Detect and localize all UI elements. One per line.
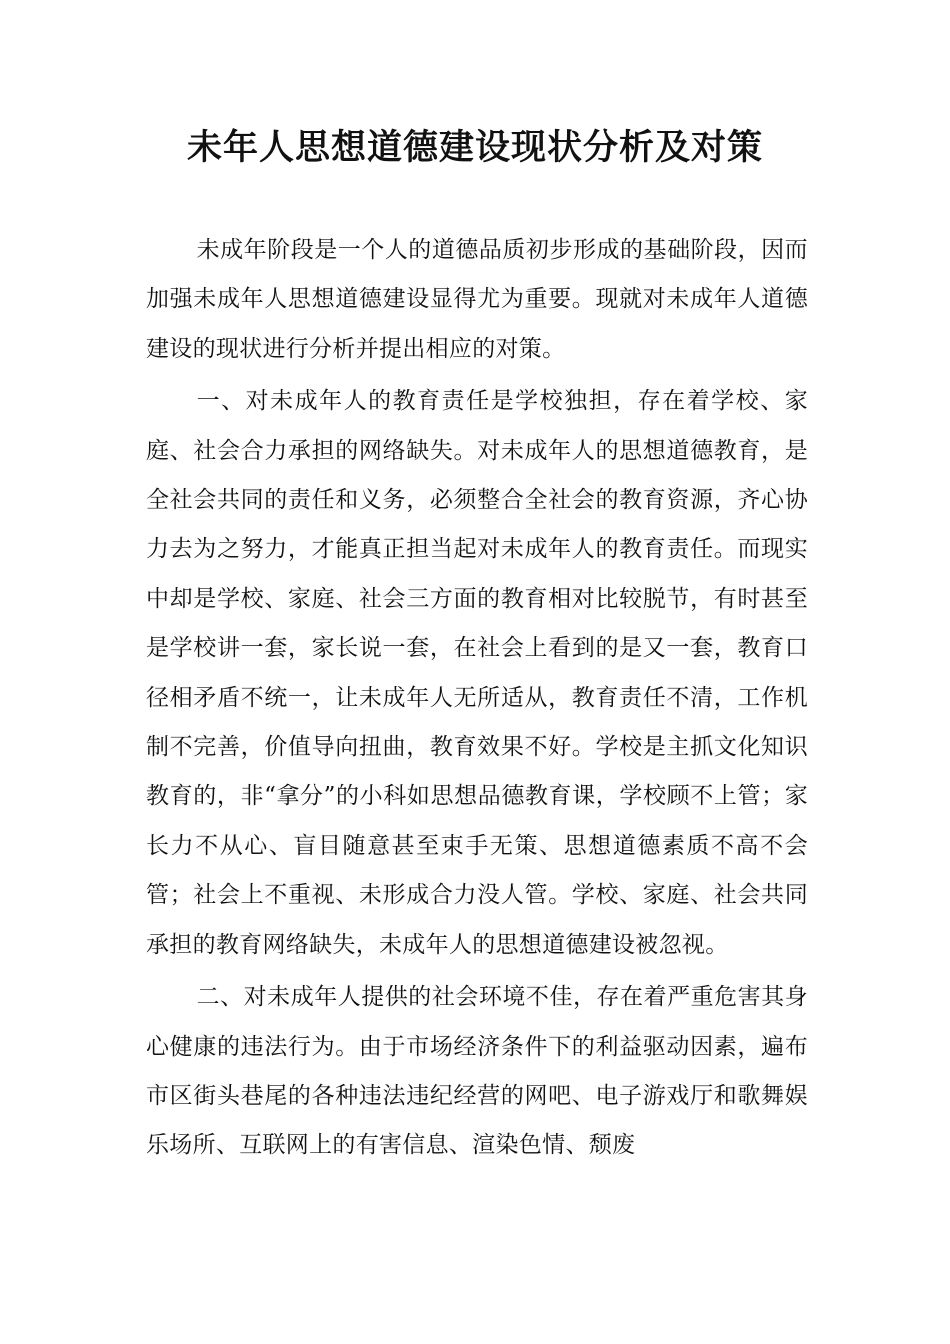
paragraph-section-2: 二、对未成年人提供的社会环境不佳，存在着严重危害其身心健康的违法行为。由于市场经济条件下的利益驱动因素，遍布市区街头巷尾的各种违法违纪经营的网吧、电子游戏厅和歌舞娱乐场所、互联网上的有害信息、渲染色情、颓废: [146, 984, 808, 1159]
paragraph-intro: 未成年阶段是一个人的道德品质初步形成的基础阶段，因而加强未成年人思想道德建设显得尤为重要。现就对未成年人道德建设的现状进行分析并提出相应的对策。: [146, 237, 808, 362]
document-title: 未年人思想道德建设现状分析及对策: [186, 127, 763, 168]
paragraph-section-1: 一、对未成年人的教育责任是学校独担，存在着学校、家庭、社会合力承担的网络缺失。对未成年人的思想道德教育，是全社会共同的责任和义务，必须整合全社会的教育资源，齐心协力去为之努力，才能真正担当起对未成年人的教育责任。而现实中却是学校、家庭、社会三方面的教育相对比较脱节，有时甚至是学校讲一套，家长说一套，在社会上看到的是又一套，教育口径相矛盾不统一，让未成年人无所适从，教育责任不清，工作机制不完善，价值导向扭曲，教育效果不好。学校是主抓文化知识教育的，非“拿分”的小科如思想品德教育课，学校顾不上管；家长力不从心、盲目随意甚至束手无策、思想道德素质不高不会管；社会上不重视、未形成合力没人管。学校、家庭、社会共同承担的教育网络缺失，未成年人的思想道德建设被忽视。: [146, 388, 808, 958]
document-body: [146, 226, 808, 1171]
